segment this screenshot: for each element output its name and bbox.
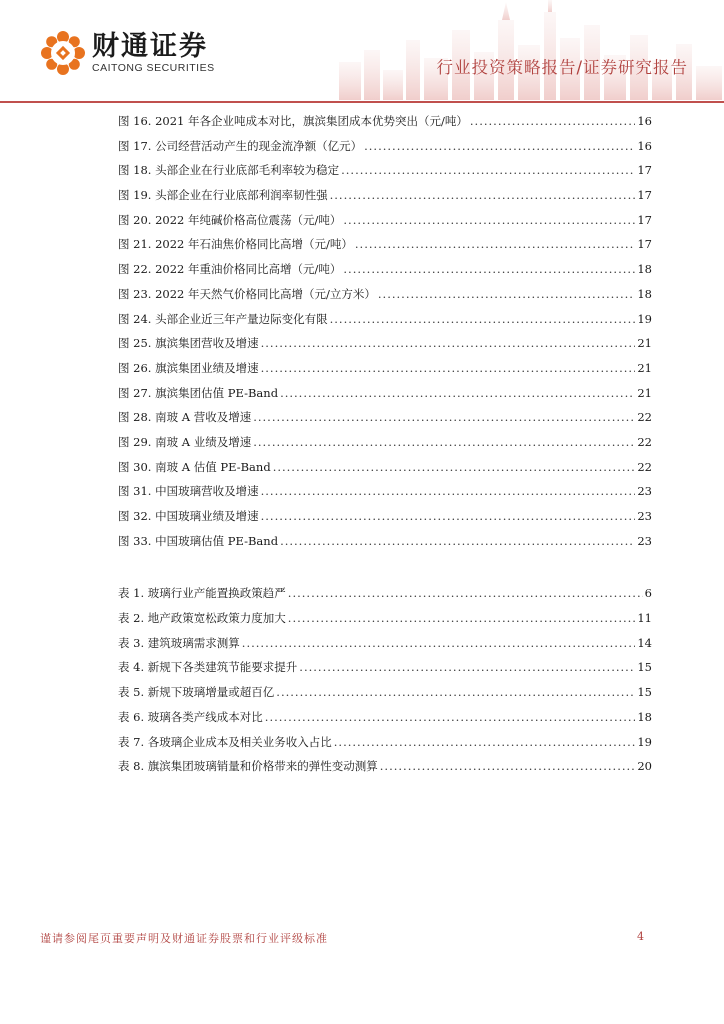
toc-entry-page: 21: [637, 336, 652, 351]
toc-entry-page: 15: [637, 660, 652, 675]
toc-entry-page: 19: [637, 311, 652, 326]
leader-dots: [288, 586, 643, 600]
leader-dots: [330, 188, 636, 202]
leader-dots: [364, 139, 635, 153]
leader-dots: [253, 435, 635, 449]
toc-entry-figure-30[interactable]: [118, 459, 652, 484]
toc-entry-page: 18: [637, 709, 652, 724]
toc-entry-page: 21: [637, 360, 652, 375]
toc-entry-page: 23: [637, 509, 652, 523]
toc-entry-label: 图 33. 中国玻璃估值 PE-Band: [118, 533, 279, 548]
toc-entry-label: 表 3. 建筑玻璃需求测算: [118, 635, 240, 650]
leader-dots: [261, 336, 636, 350]
leader-dots: [265, 710, 636, 724]
toc-entry-figure-21[interactable]: [118, 236, 652, 261]
toc-entry-label: 图 30. 南玻 A 估值 PE-Band: [118, 459, 271, 474]
toc-entry-page: 22: [637, 410, 652, 425]
toc-entry-figure-19[interactable]: [118, 187, 652, 212]
report-type-label: 行业投资策略报告/证券研究报告: [436, 58, 688, 77]
toc-entry-page: 17: [637, 212, 652, 227]
section-spacer: [118, 557, 652, 585]
leader-dots: [299, 660, 635, 674]
toc-entry-page: 17: [637, 237, 652, 252]
toc-entry-figure-16[interactable]: [118, 113, 652, 138]
toc-entry-page: 16: [637, 114, 652, 128]
toc-entry-table-6[interactable]: [118, 709, 652, 734]
toc-entry-label: 表 5. 新规下玻璃增量或超百亿: [118, 685, 275, 700]
toc-entry-figure-31[interactable]: [118, 483, 652, 508]
leader-dots: [378, 287, 635, 301]
table-list: [118, 585, 652, 783]
toc-entry-label: 图 29. 南玻 A 业绩及增速: [118, 434, 252, 449]
toc-entry-label: 表 7. 各玻璃企业成本及相关业务收入占比: [118, 734, 332, 749]
leader-dots: [341, 163, 635, 177]
toc-entry-label: 表 8. 旗滨集团玻璃销量和价格带来的弹性变动测算: [118, 759, 378, 774]
toc-entry-figure-18[interactable]: [118, 162, 652, 187]
leader-dots: [273, 460, 636, 474]
leader-dots: [470, 114, 635, 128]
table-of-contents: [118, 113, 652, 783]
toc-entry-figure-23[interactable]: [118, 286, 652, 311]
leader-dots: [242, 636, 636, 650]
toc-entry-label: 图 31. 中国玻璃营收及增速: [118, 484, 259, 499]
toc-entry-label: 图 26. 旗滨集团业绩及增速: [118, 360, 259, 375]
toc-entry-label: 图 25. 旗滨集团营收及增速: [118, 336, 259, 351]
toc-entry-page: 20: [637, 759, 652, 774]
toc-entry-page: 21: [637, 385, 652, 400]
toc-entry-label: 图 16. 2021 年各企业吨成本对比，旗滨集团成本优势突出（元/吨）: [118, 114, 468, 128]
toc-entry-table-3[interactable]: [118, 635, 652, 660]
toc-entry-table-2[interactable]: [118, 610, 652, 635]
toc-entry-figure-25[interactable]: [118, 335, 652, 360]
leader-dots: [280, 534, 635, 548]
leader-dots: [355, 237, 635, 251]
leader-dots: [343, 213, 635, 227]
header-divider: [0, 101, 724, 103]
toc-entry-figure-27[interactable]: [118, 385, 652, 410]
leader-dots: [334, 735, 636, 749]
toc-entry-page: 14: [637, 635, 652, 650]
leader-dots: [261, 484, 636, 498]
city-skyline-graphic: [334, 0, 724, 100]
toc-entry-page: 22: [637, 459, 652, 474]
toc-entry-table-8[interactable]: [118, 758, 652, 783]
toc-entry-page: 11: [637, 611, 652, 626]
toc-entry-page: 6: [644, 586, 652, 601]
figure-list: [118, 113, 652, 557]
leader-dots: [276, 685, 635, 699]
toc-entry-page: 17: [637, 163, 652, 178]
toc-entry-page: 19: [637, 734, 652, 749]
toc-entry-page: 18: [637, 262, 652, 277]
toc-entry-page: 22: [637, 434, 652, 449]
disclaimer-note: 谨请参阅尾页重要声明及财通证券股票和行业评级标准: [40, 932, 328, 945]
toc-entry-label: 图 24. 头部企业近三年产量边际变化有限: [118, 311, 328, 326]
toc-entry-figure-24[interactable]: [118, 311, 652, 336]
toc-entry-figure-33[interactable]: [118, 533, 652, 558]
toc-entry-label: 图 32. 中国玻璃业绩及增速: [118, 509, 259, 523]
toc-entry-label: 图 17. 公司经营活动产生的现金流净额（亿元）: [118, 138, 363, 153]
toc-entry-page: 15: [637, 685, 652, 700]
leader-dots: [261, 509, 636, 523]
toc-entry-page: 18: [637, 286, 652, 301]
toc-entry-label: 图 23. 2022 年天然气价格同比高增（元/立方米）: [118, 286, 376, 301]
toc-entry-figure-26[interactable]: [118, 360, 652, 385]
toc-entry-label: 图 19. 头部企业在行业底部利润率韧性强: [118, 188, 328, 203]
leader-dots: [280, 386, 635, 400]
toc-entry-label: 图 22. 2022 年重油价格同比高增（元/吨）: [118, 262, 342, 277]
company-logo: [40, 30, 215, 76]
toc-entry-label: 表 4. 新规下各类建筑节能要求提升: [118, 660, 298, 675]
toc-entry-label: 表 2. 地产政策宽松政策力度加大: [118, 611, 286, 626]
leader-dots: [330, 312, 636, 326]
toc-entry-label: 图 27. 旗滨集团估值 PE-Band: [118, 385, 279, 400]
toc-entry-label: 图 20. 2022 年纯碱价格高位震荡（元/吨）: [118, 212, 342, 227]
toc-entry-page: 23: [637, 484, 652, 499]
toc-entry-label: 图 28. 南玻 A 营收及增速: [118, 410, 252, 425]
leader-dots: [261, 361, 636, 375]
toc-entry-table-4[interactable]: [118, 659, 652, 684]
logo-chinese-name: 财通证券: [92, 30, 208, 62]
logo-english-name: CAITONG SECURITIES: [92, 61, 215, 74]
toc-entry-page: 23: [637, 533, 652, 548]
leader-dots: [343, 262, 635, 276]
leader-dots: [288, 611, 636, 625]
toc-entry-label: 表 1. 玻璃行业产能置换政策趋严: [118, 586, 286, 601]
toc-entry-label: 图 21. 2022 年石油焦价格同比高增（元/吨）: [118, 237, 353, 252]
toc-entry-label: 图 18. 头部企业在行业底部毛利率较为稳定: [118, 163, 340, 178]
leader-dots: [253, 410, 635, 424]
toc-entry-figure-28[interactable]: [118, 409, 652, 434]
page-header: [0, 0, 724, 106]
toc-entry-label: 表 6. 玻璃各类产线成本对比: [118, 709, 263, 724]
toc-entry-figure-32[interactable]: [118, 508, 652, 533]
toc-entry-page: 17: [637, 188, 652, 203]
leader-dots: [380, 759, 636, 773]
toc-entry-page: 16: [637, 138, 652, 153]
toc-entry-figure-17[interactable]: [118, 138, 652, 163]
toc-entry-table-5[interactable]: [118, 684, 652, 709]
toc-entry-table-1[interactable]: [118, 585, 652, 610]
toc-entry-figure-20[interactable]: [118, 212, 652, 237]
toc-entry-figure-22[interactable]: [118, 261, 652, 286]
caitong-logo-icon: [40, 30, 86, 76]
toc-entry-figure-29[interactable]: [118, 434, 652, 459]
toc-entry-table-7[interactable]: [118, 734, 652, 759]
page-number: 4: [637, 930, 644, 943]
